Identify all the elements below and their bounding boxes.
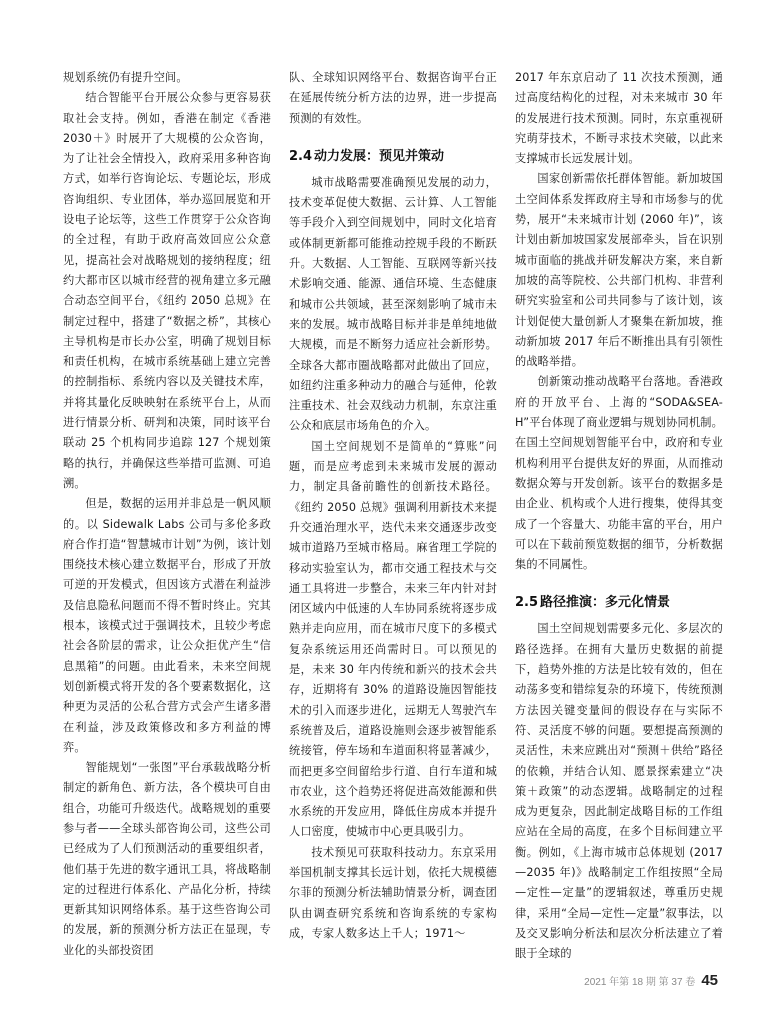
paragraph: 国土空间规划不是简单的“算账”问题，而是应考虑到未来城市发展的源动力，制定具备前瞻性的创新技术路径。《纽约 2050 总规》强调利用新技术来提升交通治理水平，迭代未来交通逐步改变城市道路乃至城市格局。麻省理工学院的移动实验室认为，都市交通工程技术与交通工具将进一步整合，未来三年内针对封闭区域内中低速的人车协同系统将逐步成熟并走向应用，而在城市尺度下的多模式复杂系统运用还尚需时日。可以预见的是，未来 30 年内传统和新兴的技术会共存，近期将有 30% 的道路设施因智能技术的引入而逐步进化，远期无人驾驶汽车系统普及后，道路设施则会逐步被智能系统接管，停车场和车道面积将显著减少，而把更多空间留给步行道、自行车道和城市农业，这个趋势还将促进高效能源和供水系统的开发应用，降低住房成本并提升人口密度，使城市中心更具吸引力。: [289, 439, 497, 839]
paragraph: 队、全球知识网络平台、数据咨询平台正在延展传统分析方法的边界，进一步提高预测的有效性。: [289, 71, 497, 125]
paragraph: 国家创新需依托群体智能。新加坡国土空间体系发挥政府主导和市场参与的优势，展开“未来城市计划 (2060 年)”，该计划由新加坡国家发展部牵头，旨在识别城市面临的挑战并研发解决方案，来自新加坡的高等院校、公共部门机构、非营利研究实验室和公司共同参与了该计划，该计划促使大量创新人才聚集在新加坡，推动新加坡 2017 年后不断推出具有引领性的战略举措。: [515, 172, 723, 369]
paragraph: 规划系统仍有提升空间。: [63, 71, 188, 84]
section-heading: [515, 593, 723, 613]
article-body: [63, 68, 723, 968]
column-right: [515, 68, 723, 968]
page-number: 45: [701, 972, 718, 989]
paragraph: 城市战略需要准确预见发展的动力，技术变革促使大数据、云计算、人工智能等手段介入到空间规划中，同时文化培育或体制更新都可能推动控规手段的不断跃升。大数据、人工智能、互联网等新兴技术影响交通、能源、通信环境、生态健康和城市公共领域，甚至深刻影响了城市未来的发展。城市战略目标并非是单纯地做大规模，而是不断努力适应社会新形势。全球各大都市圈战略都对此做出了回应，如纽约注重多种动力的融合与延伸，伦敦注重技术、社会双线动力机制，东京注重公众和底层市场角色的介入。: [289, 175, 497, 433]
page-footer: [584, 972, 718, 989]
paragraph: 但是，数据的运用并非总是一帆风顺的。以 Sidewalk Labs 公司与多伦多政府合作打造“智慧城市计划”为例，该计划围绕技术核心建立数据平台，形成了开放可逆的开发模式，但因该方式潜在利益涉及信息隐私问题而不得不暂时终止。究其根本，该模式过于强调技术，且较少考虑社会各阶层的需求，让公众拒优产生“信息黑箱”的问题。由此看来，未来空间规划创新模式将开发的各个要素数据化，这种更为灵活的公私合营方式会产生诸多潜在利益，涉及政策修改和多方利益的博弈。: [63, 497, 271, 754]
paragraph: 智能规划“一张图”平台承载战略分析制定的新角色、新方法，各个模块可自由组合，功能可升级迭代。战略规划的重要参与者——全球头部咨询公司，这些公司已经成为了人们预测活动的重要组织者，他们基于先进的数字通讯工具，将战略制定的过程进行体系化、产品化分析，持续更新其知识网络体系。基于这些咨询公司的发展，新的预测分析方法正在显现，专业化的头部投资团: [63, 761, 271, 957]
column-middle: [289, 68, 497, 968]
paragraph: 创新策动推动战略平台落地。香港政府的开放平台、上海的“SODA&SEA-H”平台体现了商业逻辑与规划协同机制。在国土空间规划智能平台中，政府和专业机构利用平台提供友好的界面，从而推动数据众筹与开发创新。该平台的数据多是由企业、机构或个人进行搜集，使得其变成了一个容量大、功能丰富的平台，用户可以在下载前预览数据的细节，分析数据集的不同属性。: [515, 375, 723, 572]
section-title: 路径推演：多元化情景: [540, 595, 671, 611]
section-number: 2.5: [515, 595, 539, 611]
paragraph: 结合智能平台开展公众参与更容易获取社会支持。例如，香港在制定《香港 2030＋》时展开了大规模的公众咨询，为了让社会全情投入，政府采用多种咨询方式，如举行咨询论坛、专题论坛，形成咨询组织、专业团体，举办巡回展览和开设电子论坛等，这些工作贯穿于公众咨询的全过程，有助于政府高效回应公众意见，提高社会对战略规划的接纳程度；纽约大都市区以城市经营的视角建立多元融合动态空间平台，《纽约 2050 总规》在制定过程中，搭建了“数据之桥”，其核心主导机构是市长办公室，明确了规划目标和责任机构，在城市系统基础上建立完善的控制指标、系统内容以及关键技术库，并将其量化反映映射在系统平台上，从而进行情景分析、研判和决策，同时该平台联动 25 个机构同步追踪 127 个规划策略的执行，并确保这些举措可监测、可追溯。: [63, 91, 271, 490]
paragraph: 2017 年东京启动了 11 次技术预测，通过高度结构化的过程，对未来城市 30 年的发展进行技术预测。同时，东京重视研究萌芽技术，不断寻求技术突破，以此来支撑城市长远发展计划。: [515, 71, 723, 166]
paragraph: 技术预见可获取科技动力。东京采用举国机制支撑其长远计划，依托大规模德尔菲的预测分析法辅助情景分析，调查团队由调查研究系统和咨询系统的专家构成，专家人数多达上千人；1971～: [289, 845, 497, 940]
issue-info: 2021 年第 18 期 第 37 卷: [584, 977, 696, 988]
paragraph: 国土空间规划需要多元化、多层次的路径选择。在拥有大量历史数据的前提下，趋势外推的方法是比较有效的，但在动荡多变和错综复杂的环境下，传统预测方法因关键变量间的假设存在与实际不符、灵活度不够的问题。要想提高预测的灵活性，未来应跳出对“预测＋供给”路径的依赖，并结合认知、愿景探索建立“决策＋政策”的动态逻辑。战略制定的过程成为更复杂，因此制定战略目标的工作组应站在全局的高度，在多个目标间建立平衡。例如，《上海市城市总体规划 (2017—2035 年)》战略制定工作组按照“全局—定性—定量”的逻辑叙述，尊重历史规律，采用“全局—定性—定量”叙事法，以及交叉影响分析法和层次分析法建立了着眼于全球的: [515, 622, 723, 961]
section-number: 2.4: [289, 148, 313, 164]
section-heading: [289, 147, 497, 167]
section-title: 动力发展：预见并策动: [314, 148, 445, 164]
column-left: [63, 68, 271, 968]
